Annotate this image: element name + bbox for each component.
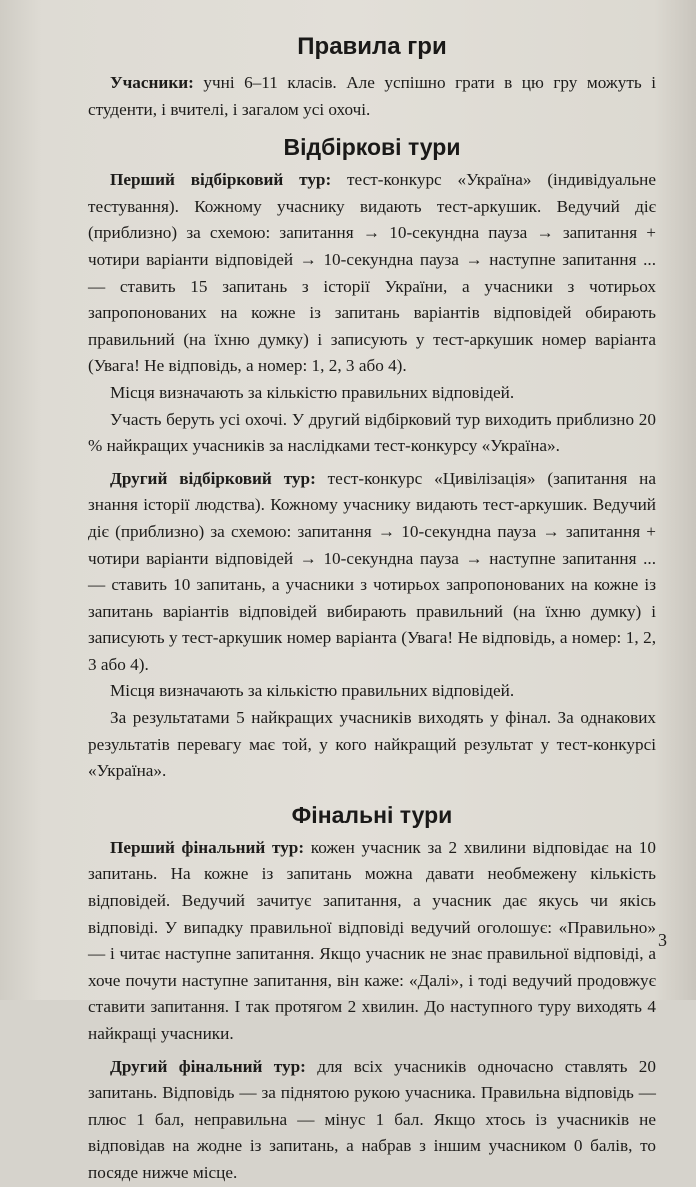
page-title: Правила гри — [297, 33, 447, 60]
finals-round1-paragraph — [88, 835, 656, 1048]
finals-round1-label: Перший фінальний тур: — [110, 837, 305, 857]
qualifying-round2-places: Місця визначають за кількістю правильних відповідей. — [110, 681, 515, 701]
participants-text: учні 6–11 класів. Але успішно грати в цю гру можуть і студенти, і вчителі, і загалом усі охочі. — [88, 73, 656, 119]
participants-label: Учасники: — [110, 73, 194, 92]
qualifying-round1-participation: Участь беруть усі охочі. У другий відбірковий тур виходить приблизно 20 % найкращих учасників за наслідками тест-конкурсу «Україна». — [88, 409, 656, 456]
qualifying-round1-paragraph — [88, 167, 656, 380]
qualifying-round1-label: Перший відбірковий тур: — [110, 170, 332, 190]
finals-round2-label: Другий фінальний тур: — [110, 1056, 306, 1076]
qualifying-round2-results: За результатами 5 найкращих учасників виходять у фінал. За однакових результатів перевагу має той, у кого найкращий результат у тест-конкурсі «Україна». — [88, 708, 656, 781]
qualifying-round2-label: Другий відбірковий тур: — [110, 468, 316, 488]
finals-heading: Фінальні тури — [291, 801, 453, 828]
page-content — [88, 30, 656, 1187]
finals-round2-text: для всіх учасників одночасно ставлять 20 запитань. Відповідь — за піднятою рукою учасника. Правильна відповідь — плюс 1 бал, неправильна — мінус 1 бал. Якщо хтось із учасників не відповідав на жодне із запитань, а набрав з іншим учасником 0 балів, то посяде нижче місце. — [88, 1056, 656, 1182]
finals-round2-paragraph — [88, 1054, 656, 1187]
finals-round1-text: кожен учасник за 2 хвилини відповідає на 10 запитань. На кожне із запитань можна давати необмежену кількість відповідей. Ведучий зачитує запитання, а учасник дає якусь чи якісь відповіді. У випадку правильної відповіді ведучий оголошує: «Правильно» — і читає наступне запитання. Якщо учасник не знає правильної відповіді, а хоче почути наступне запитання, він каже: «Далі», і тоді ведучий продовжує ставити запитання. І так протягом 2 хвилин. До наступного туру виходять 4 найкращі учасники. — [88, 837, 656, 1043]
participants-paragraph — [88, 70, 656, 123]
qualifying-round1-text: тест-конкурс «Україна» (індивідуальне тестування). Кожному учаснику видають тест-аркушик. Ведучий діє (приблизно) за схемою: запитання → 10-секундна пауза → запитання + чотири варіанти відповідей → 10-секундна пауза → наступне запитання ... — ставить 15 запитань з історії України, а учасники з чотирьох запропонованих на кожне із запитань варіантів відповідей обирають правильний (на їхню думку) і записують у тест-аркушик номер варіанта (Увага! Не відповідь, а номер: 1, 2, 3 або 4). — [88, 170, 656, 376]
qualifying-round1-places: Місця визначають за кількістю правильних відповідей. — [110, 382, 515, 402]
qualifying-heading: Відбіркові тури — [283, 134, 461, 161]
qualifying-round2-paragraph — [88, 466, 656, 679]
page-number: 3 — [658, 930, 667, 950]
qualifying-round2-text: тест-конкурс «Цивілізація» (запитання на знання історії людства). Кожному учаснику видають тест-аркушик. Ведучий діє (приблизно) за схемою: запитання → 10-секундна пауза → запитання + чотири варіанти відповідей → 10-секундна пауза → наступне запитання ... — ставить 10 запитань, а учасники з чотирьох запропонованих на кожне із запитань варіантів відповідей вибирають правильний (на їхню думку) і записують у тест-аркушик номер варіанта (Увага! Не відповідь, а номер: 1, 2, 3 або 4). — [88, 468, 657, 674]
